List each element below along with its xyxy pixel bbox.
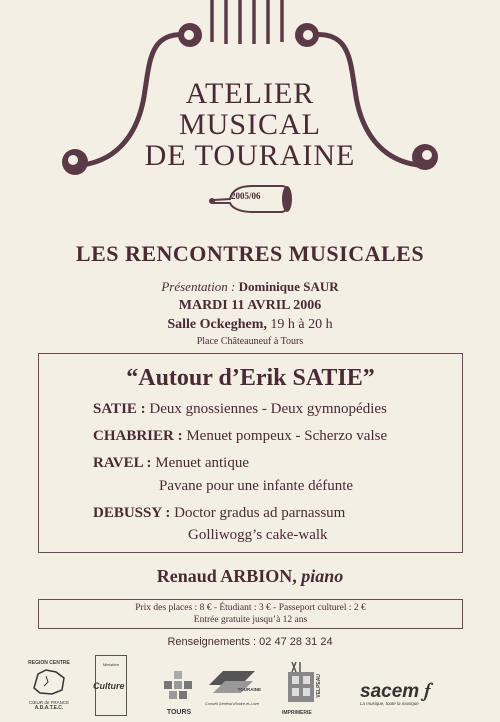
composer: CHABRIER : [93, 428, 183, 444]
region-centre-logo [26, 660, 72, 720]
touraine-council-logo [203, 665, 261, 720]
presentation-label: Présentation : [161, 279, 236, 294]
program-item [93, 505, 345, 522]
composer: DEBUSSY : [93, 505, 171, 521]
touraine-icon [203, 665, 261, 697]
event-date: MARDI 11 AVRIL 2006 [178, 298, 322, 313]
organization-name-line-2: MUSICAL [178, 108, 321, 141]
info-phone: Renseignements : 02 47 28 31 24 [167, 636, 333, 648]
imprimerie-text: IMPRIMERIE [282, 710, 312, 716]
touraine-text: TOURAINE [237, 687, 261, 692]
velpeau-text: VELPEAU [316, 674, 322, 698]
sacem-tagline: La musique, toute la musique [360, 701, 419, 706]
performer-name: Renaud ARBION, [156, 566, 297, 586]
venue-line [0, 317, 500, 333]
tours-text: TOURS [166, 709, 192, 716]
program-item [93, 455, 249, 472]
region-logo-bottom-text: CŒUR de FRANCE [28, 700, 70, 705]
music-note-icon: 𝆑 [424, 678, 431, 702]
work: Menuet antique [155, 455, 249, 471]
culture-small-text: Ministère [102, 662, 120, 667]
program-item-continuation: Golliwogg’s cake-walk [188, 527, 328, 543]
program-item-continuation: Pavane pour une infante défunte [159, 478, 354, 494]
program-item [93, 401, 387, 418]
program-item [93, 428, 387, 445]
work: Menuet pompeux - Scherzo valse [186, 428, 388, 444]
culture-text: Culture [93, 681, 125, 691]
composer: SATIE : [93, 401, 146, 417]
culture-ministry-logo [95, 655, 127, 716]
organization-name-line-3: DE TOURAINE [144, 139, 356, 172]
tours-icon [160, 665, 198, 705]
organization-name-line-1: ATELIER [185, 77, 315, 110]
price-line: Prix des places : 8 € - Étudiant : 3 € - Passeport culturel : 2 € [135, 603, 366, 613]
presentation-line [0, 279, 500, 295]
work: Deux gnossiennes - Deux gymnopédies [149, 401, 387, 417]
presenter-name: Dominique SAUR [238, 279, 339, 294]
free-entry-line: Entrée gratuite jusqu’à 12 ans [193, 615, 308, 625]
performer-instrument: piano [301, 566, 344, 586]
conseil-text: Conseil Général d'Indre-et-Loire [205, 702, 259, 706]
imprimerie-velpeau-logo [282, 660, 324, 720]
concert-title: “Autour d’Erik SATIE” [126, 365, 375, 391]
region-map-icon [26, 666, 72, 696]
tours-logo [160, 665, 198, 720]
work: Doctor gradus ad parnassum [174, 505, 346, 521]
region-logo-top-text: REGION CENTRE [28, 660, 70, 666]
event-series: LES RENCONTRES MUSICALES [75, 241, 425, 266]
event-time: 19 h à 20 h [270, 317, 333, 332]
performer-line [0, 566, 500, 587]
venue-address: Place Châteauneuf à Tours [196, 336, 304, 347]
sacem-logo [360, 678, 460, 718]
sacem-text: sacem [360, 681, 420, 702]
composer: RAVEL : [93, 455, 152, 471]
adatec-text: A.D.A.T.E.C. [34, 705, 64, 711]
venue-hall: Salle Ockeghem, [167, 317, 267, 332]
season-label: 2005/06 [231, 191, 261, 201]
